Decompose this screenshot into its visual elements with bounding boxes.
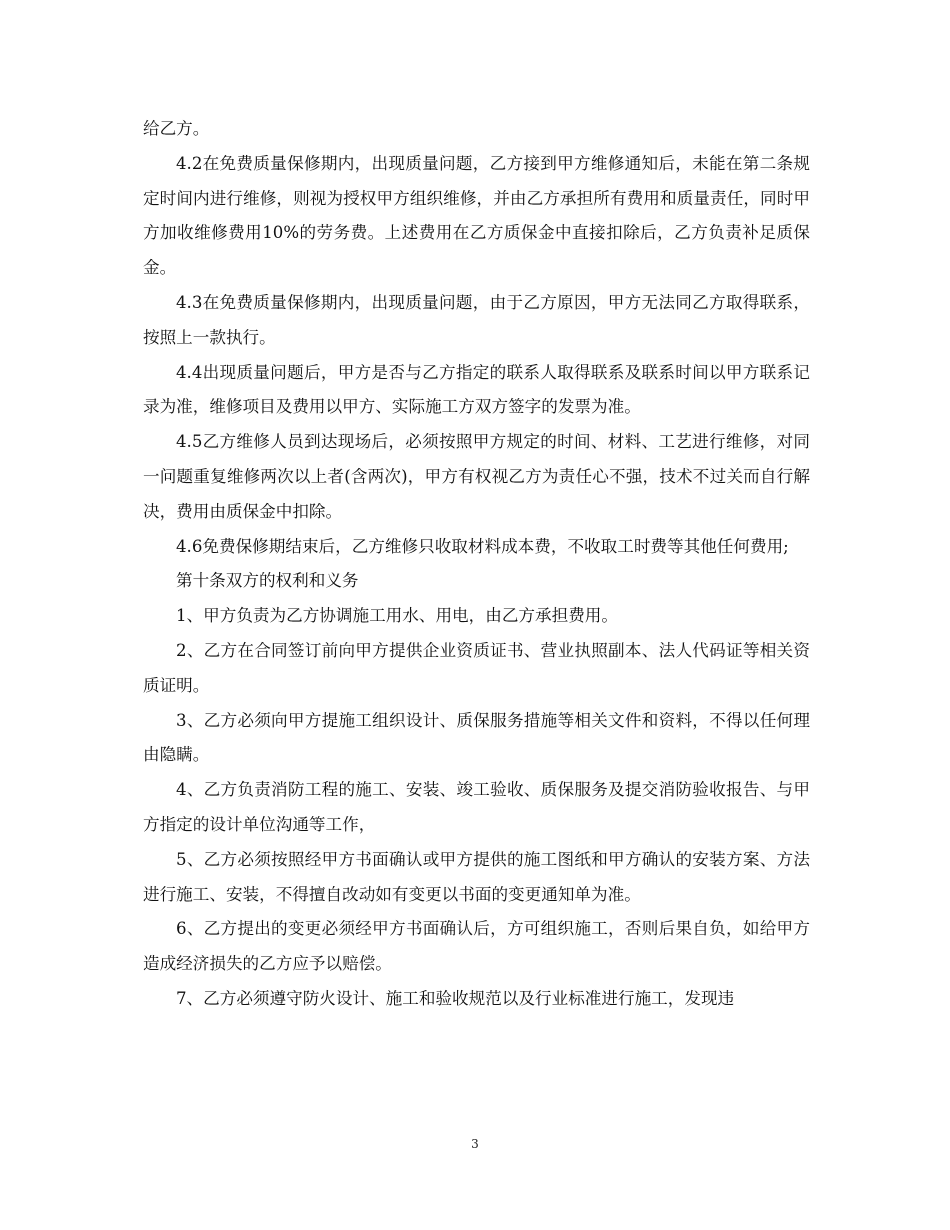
paragraph-clause-4-5: 4.5乙方维修人员到达现场后，必须按照甲方规定的时间、材料、工艺进行维修，对同一问题重复维修两次以上者(含两次)，甲方有权视乙方为责任心不强，技术不过关而自行解决，费用由质保金中扣除。 [143, 432, 810, 521]
paragraph-item-4: 4、乙方负责消防工程的施工、安装、竣工验收、质保服务及提交消防验收报告、与甲方指定的设计单位沟通等工作， [143, 780, 810, 834]
page-number: 3 [471, 1137, 479, 1151]
document-body [143, 112, 810, 1017]
paragraph-clause-4-2: 4.2在免费质量保修期内，出现质量问题，乙方接到甲方维修通知后，未能在第二条规定时间内进行维修，则视为授权甲方组织维修，并由乙方承担所有费用和质量责任，同时甲方加收维修费用10%的劳务费。上述费用在乙方质保金中直接扣除后，乙方负责补足质保金。 [143, 153, 810, 278]
paragraph-clause-4-6: 4.6免费保修期结束后，乙方维修只收取材料成本费，不收取工时费等其他任何费用; [176, 536, 789, 556]
paragraph-item-7: 7、乙方必须遵守防火设计、施工和验收规范以及行业标准进行施工，发现违 [176, 988, 735, 1008]
paragraph-item-1: 1、甲方负责为乙方协调施工用水、用电，由乙方承担费用。 [176, 606, 618, 626]
paragraph-clause-4-3: 4.3在免费质量保修期内，出现质量问题，由于乙方原因，甲方无法同乙方取得联系，按照上一款执行。 [143, 292, 810, 347]
paragraph-item-2: 2、乙方在合同签订前向甲方提供企业资质证书、营业执照副本、法人代码证等相关资质证明。 [143, 640, 810, 695]
paragraph-clause-4-4: 4.4出现质量问题后，甲方是否与乙方指定的联系人取得联系及联系时间以甲方联系记录为准，维修项目及费用以甲方、实际施工方双方签字的发票为准。 [143, 362, 810, 417]
paragraph-continuation: 给乙方。 [143, 119, 210, 138]
paragraph-item-3: 3、乙方必须向甲方提施工组织设计、质保服务措施等相关文件和资料，不得以任何理由隐瞒。 [143, 710, 810, 765]
paragraph-item-5: 5、乙方必须按照经甲方书面确认或甲方提供的施工图纸和甲方确认的安装方案、方法进行施工、安装，不得擅自改动如有变更以书面的变更通知单为准。 [143, 849, 810, 904]
section-heading-article-10: 第十条双方的权利和义务 [176, 571, 359, 591]
paragraph-item-6: 6、乙方提出的变更必须经甲方书面确认后，方可组织施工，否则后果自负，如给甲方造成经济损失的乙方应予以赔偿。 [143, 919, 810, 974]
